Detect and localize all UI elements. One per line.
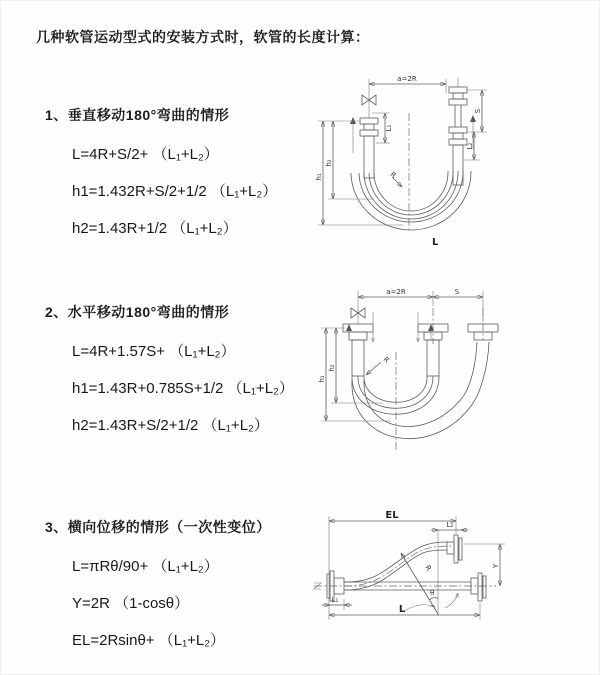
section-1-formulas [72, 136, 277, 247]
formula-line: L=πRθ/90+ （L₁+L₂） [72, 558, 219, 575]
dim-label-s: S [474, 108, 482, 114]
diagram-vertical-180-bend [306, 73, 578, 257]
formula-line: h1=1.43R+0.785S+1/2 （L₁+L₂） [72, 380, 294, 397]
braided-hose-section [364, 136, 374, 178]
up-arrow-icon [470, 115, 476, 122]
section-2-formulas [72, 333, 294, 444]
dim-label-l: L [432, 237, 439, 248]
dim-label-l: L [398, 604, 406, 615]
section-vertical-180 [45, 105, 277, 247]
formula-line: h2=1.43R+1/2 （L₁+L₂） [72, 220, 238, 237]
formula-line: L=4R+S/2+ （L₁+L₂） [72, 146, 219, 163]
dim-label-r: R [423, 564, 433, 573]
middle-pipe-fitting [418, 324, 448, 376]
dim-label-y: Y [492, 563, 500, 569]
dim-label-l1: L₁ [331, 596, 339, 604]
section-1-heading: 1、垂直移动180°弯曲的情形 [45, 107, 230, 123]
section-2-heading: 2、水平移动180°弯曲的情形 [45, 304, 230, 320]
angle-arc [430, 598, 438, 600]
dim-label-r: R [381, 355, 391, 365]
page-title: 几种软管运动型式的安装方式时，软管的长度计算： [36, 29, 370, 45]
dim-label-a2r: a=2R [397, 75, 417, 83]
dim-label-s: S [454, 288, 460, 296]
lower-right-flange-fitting [471, 573, 486, 601]
dim-label-h1: h₁ [315, 173, 323, 181]
dim-label-h2: h₂ [325, 159, 333, 167]
swing-arrow [404, 605, 435, 611]
dim-label-el: EL [385, 510, 399, 521]
formula-line: h1=1.432R+S/2+1/2 （L₁+L₂） [72, 183, 278, 200]
dim-label-l1: L₁ [385, 124, 393, 132]
up-arrow-icon [350, 117, 356, 124]
radius-leader [392, 177, 402, 187]
swing-arrow [445, 593, 458, 608]
hose-s-curve [344, 542, 454, 590]
dim-label-h2: h₂ [328, 364, 336, 372]
diagram-lateral-displacement [304, 504, 600, 656]
section-lateral-displacement [45, 517, 271, 659]
formula-line: EL=2Rsinθ+ （L₁+L₂） [72, 632, 226, 649]
dim-label-l2: L₂ [446, 521, 454, 529]
braided-hose-section [352, 340, 364, 376]
diagram-horizontal-180-bend [301, 284, 573, 470]
left-pipe-fitting [360, 118, 378, 178]
dim-label-r: R [388, 170, 398, 180]
section-3-formulas [72, 548, 271, 659]
formula-line: h2=1.43R+S/2+1/2 （L₁+L₂） [72, 417, 269, 434]
right-pipe-fitting-upper [449, 87, 467, 105]
braided-hose-section [427, 340, 439, 376]
formula-line: Y=2R （1-cosθ） [72, 595, 190, 612]
formula-line: L=4R+1.57S+ （L₁+L₂） [72, 343, 236, 360]
hose-u-bend-displaced [352, 342, 489, 439]
section-3-heading: 3、横向位移的情形（一次性变位） [45, 519, 271, 535]
dim-label-theta: θ [430, 589, 435, 597]
dim-label-l2: L₂ [466, 142, 474, 150]
up-arrow-icon [346, 324, 352, 331]
dim-label-h1: h₁ [318, 375, 326, 383]
radius-leader [366, 362, 381, 375]
section-horizontal-180 [45, 302, 294, 444]
left-pipe-fitting [343, 324, 373, 376]
dim-label-a2r: a=2R [386, 288, 406, 296]
braided-hose-section [453, 145, 463, 185]
upper-flange-fitting [447, 535, 462, 563]
